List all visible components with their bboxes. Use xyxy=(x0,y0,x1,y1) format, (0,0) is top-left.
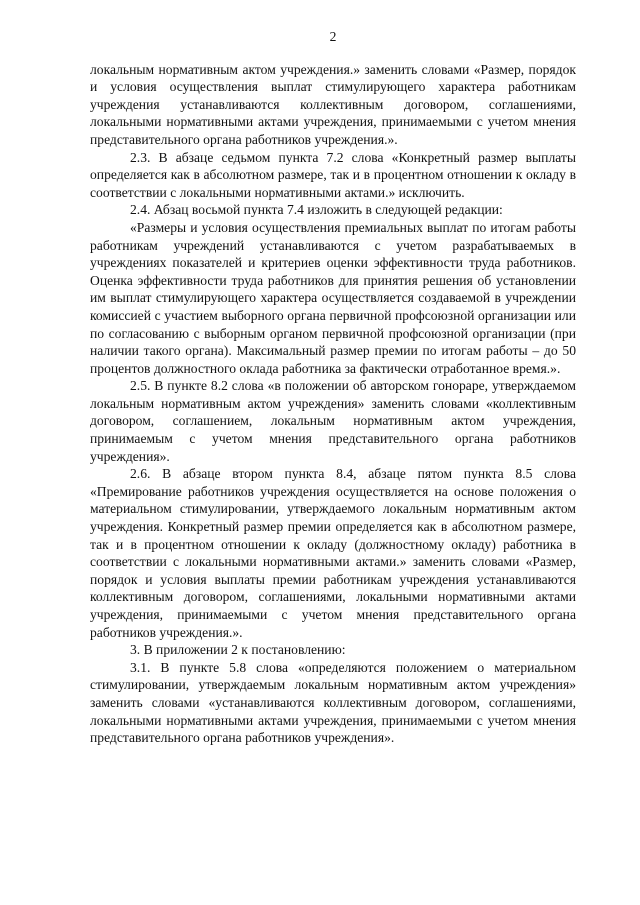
paragraph: 2.4. Абзац восьмой пункта 7.4 изложить в следующей редакции: xyxy=(130,202,503,218)
paragraph: 2.3. В абзаце седьмом пункта 7.2 слова «Конкретный размер выплаты определяется как в абсолютном размере, так и в процентном отношении к окладу в соответствии с локальными нормативными актами.» исключить. xyxy=(90,149,576,200)
paragraph: 2.6. В абзаце втором пункта 8.4, абзаце пятом пункта 8.5 слова «Премирование работников учреждения осуществляется на основе положения о материальном стимулировании, утверждаемого локальным нормативным актом учреждения. Конкретный размер премии определяется как в абсолютном размере, так и в процентном отношении к окладу (должностному окладу) работника в соответствии с локальными нормативными актами.» заменить словами «Размер, порядок и условия выплаты премии работникам учреждения устанавливаются коллективным договором, соглашениями, локальными нормативными актами учреждения, принимаемыми с учетом мнения представительного органа работников учреждения.». xyxy=(90,466,576,640)
document-page xyxy=(90,28,576,747)
paragraph: локальным нормативным актом учреждения.» заменить словами «Размер, порядок и условия осуществления выплат стимулирующего характера работникам учреждения устанавливаются коллективным договором, соглашениями, локальными нормативными актами учреждения, принимаемыми с учетом мнения представительного органа работников учреждения.». xyxy=(90,61,576,147)
paragraph: 3.1. В пункте 5.8 слова «определяются положением о материальном стимулировании, утверждаемым локальным нормативным актом учреждения» заменить словами «устанавливаются коллективным договором, соглашениями, локальными нормативными актами учреждения, принимаемыми с учетом мнения представительного органа работников учреждения». xyxy=(90,659,576,746)
document-body xyxy=(90,61,576,747)
paragraph: 2.5. В пункте 8.2 слова «в положении об авторском гонораре, утверждаемом локальным нормативным актом учреждения» заменить словами «коллективным договором, соглашением, локальным нормативным актом учреждения, принимаемым с учетом мнения представительного органа работников учреждения». xyxy=(90,378,576,464)
paragraph: 3. В приложении 2 к постановлению: xyxy=(130,642,346,658)
page-number: 2 xyxy=(329,29,337,44)
paragraph: «Размеры и условия осуществления премиальных выплат по итогам работы работникам учреждений устанавливаются с учетом разрабатываемых в учреждениях показателей и критериев оценки эффективности труда работников. Оценка эффективности труда работников для принятия решения об установлении им выплат стимулирующего характера осуществляется создаваемой в учреждении комиссией с участием выборного органа первичной профсоюзной организации или по согласованию с выборным органом первичной профсоюзной организации (при наличии такого органа). Максимальный размер премии по итогам работы – до 50 процентов должностного оклада работника за фактически отработанное время.». xyxy=(90,219,576,376)
